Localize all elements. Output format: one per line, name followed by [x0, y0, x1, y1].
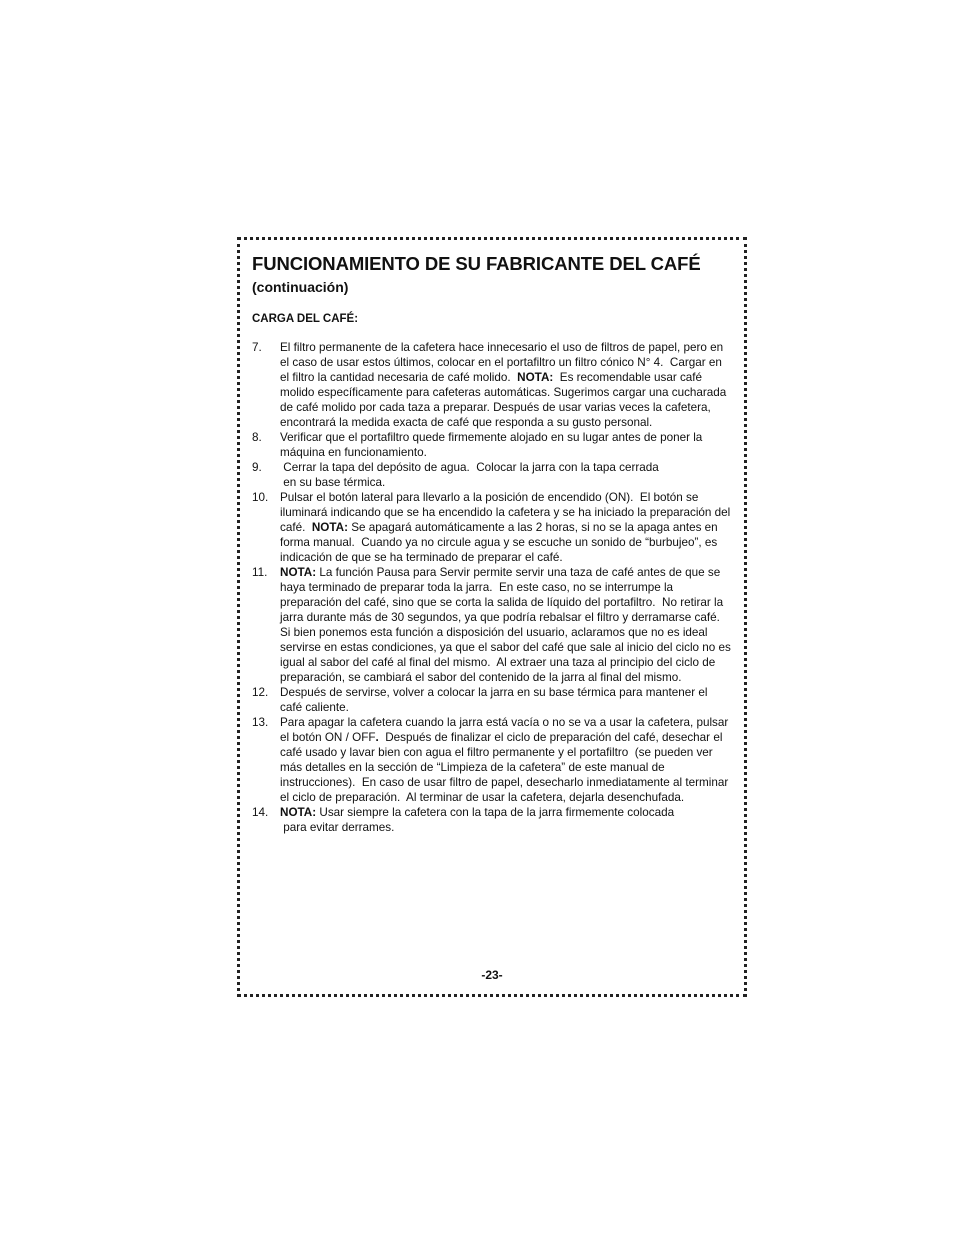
instruction-step	[252, 340, 732, 430]
step-text: Pulsar el botón lateral para llevarlo a la posición de encendido (ON). El botón se iluminará indicando que se ha encendido la cafetera y se ha iniciado la preparación del café. NOTA: Se apagará automáticamente a las 2 horas, si no se la apaga antes en forma manual. Cuando ya no circule agua y se escuche un sonido de “burbujeo”, es indicación de que se ha terminado de preparar el café.	[280, 491, 731, 564]
instruction-step	[252, 805, 732, 835]
page-content	[252, 252, 732, 835]
section-heading: CARGA DEL CAFÉ:	[252, 313, 359, 325]
step-number: 9.	[252, 461, 262, 474]
step-text: NOTA: La función Pausa para Servir permite servir una taza de café antes de que se haya terminado de preparar toda la jarra. En este caso, no se interrumpe la preparación del café, sino que se corta la salida de líquido del portafiltro. No retirar la jarra durante más de 30 segundos, ya que podría rebalsar el filtro y derramarse café. Si bien ponemos esta función a disposición del usuario, aclaramos que no es ideal servirse en estas condiciones, ya que el sabor del café que sale al inicio del ciclo no es igual al sabor del café al final del mismo. Al extraer una taza al principio del ciclo de preparación, se cambiará el sabor del contenido de la jarra al final del mismo.	[280, 566, 731, 684]
step-text: Para apagar la cafetera cuando la jarra está vacía o no se va a usar la cafetera, pulsar el botón ON / OFF. Después de finalizar el ciclo de preparación del café, desechar el café usado y lavar bien con agua el filtro permanente y el portafiltro (se pueden ver más detalles en la sección de “Limpieza de la cafetera” de este manual de instrucciones). En caso de usar filtro de papel, desecharlo inmediatamente al terminar el ciclo de preparación. Al terminar de usar la cafetera, dejarla desenchufada.	[280, 716, 729, 804]
instruction-step	[252, 565, 732, 685]
instruction-step	[252, 430, 732, 460]
instruction-list	[252, 340, 732, 835]
instruction-step	[252, 715, 732, 805]
instruction-step	[252, 460, 732, 490]
step-text: Después de servirse, volver a colocar la jarra en su base térmica para mantener el café caliente.	[280, 686, 708, 714]
step-text: Cerrar la tapa del depósito de agua. Colocar la jarra con la tapa cerrada en su base térmica.	[280, 461, 659, 489]
page-subtitle: (continuación)	[252, 279, 349, 295]
instruction-step	[252, 490, 732, 565]
step-number: 14.	[252, 806, 269, 819]
step-number: 12.	[252, 686, 269, 699]
step-number: 10.	[252, 491, 269, 504]
step-text: El filtro permanente de la cafetera hace innecesario el uso de filtros de papel, pero en el caso de usar estos últimos, colocar en el portafiltro un filtro cónico N° 4. Cargar en el filtro la cantidad necesaria de café molido. NOTA: Es recomendable usar café molido específicamente para cafeteras automáticas. Sugerimos cargar una cucharada de café molido por cada taza a preparar. Después de usar varias veces la cafetera, encontrará la medida exacta de café que responda a su gusto personal.	[280, 341, 727, 429]
instruction-step	[252, 685, 732, 715]
step-text: Verificar que el portafiltro quede firmemente alojado en su lugar antes de poner la máquina en funcionamiento.	[280, 431, 703, 459]
page-number: -23-	[481, 968, 503, 982]
step-number: 7.	[252, 341, 262, 354]
step-number: 8.	[252, 431, 262, 444]
step-number: 13.	[252, 716, 269, 729]
step-number: 11.	[252, 566, 268, 579]
page-title: FUNCIONAMIENTO DE SU FABRICANTE DEL CAFÉ	[252, 253, 701, 274]
step-text: NOTA: Usar siempre la cafetera con la tapa de la jarra firmemente colocada para evitar derrames.	[280, 806, 675, 834]
